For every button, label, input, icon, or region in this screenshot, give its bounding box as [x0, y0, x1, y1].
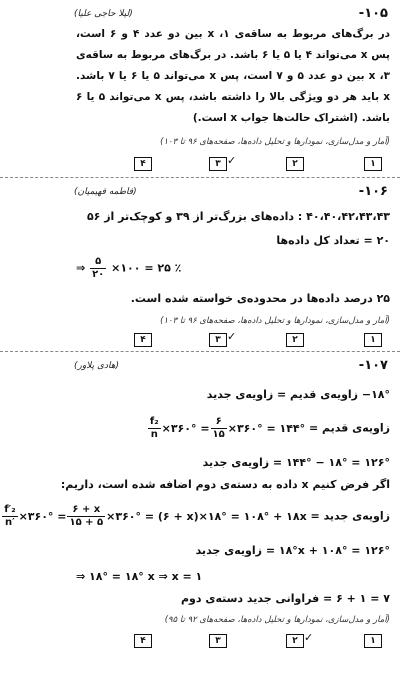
fraction	[148, 416, 161, 441]
answer-options	[76, 330, 386, 347]
numerator: ۵	[90, 256, 106, 269]
numerator: ۶	[211, 416, 227, 429]
option-4[interactable]: ۴	[134, 157, 152, 171]
lhs: زاویه‌ی جدید =	[310, 509, 390, 523]
question-number: -۱۰۷	[358, 358, 388, 373]
option-1[interactable]: ۱	[364, 157, 382, 171]
total-count-line: ۲۰ = تعداد کل داده‌ها	[276, 234, 390, 247]
rhs	[1, 504, 307, 528]
assumption-line: اگر فرض کنیم x داده به دسته‌ی دوم اضافه شده است، داریم:	[60, 478, 390, 491]
new-angle-equation	[4, 504, 390, 529]
option-1[interactable]: ۱	[364, 634, 382, 648]
percentage-equation	[76, 256, 181, 281]
result: ×۳۶۰° = (۶ + x)×۱۸° = ۱۰۸° + ۱۸x	[106, 509, 307, 523]
rhs	[147, 416, 306, 440]
old-angle-equation	[76, 416, 390, 441]
new-frequency-line: ۷ = ۱ + ۶ = فراوانی جدید دسته‌ی دوم	[180, 592, 390, 605]
result: ×۳۶۰° = ۱۴۴°	[227, 421, 306, 435]
denominator: ۱۵	[212, 429, 225, 440]
question-106	[0, 178, 400, 350]
numerator: f₂	[149, 416, 159, 427]
source-reference: (آمار و مدل‌سازی، نمودارها و تحلیل داده‌ها، صفحه‌های ۹۲ تا ۹۵)	[164, 615, 390, 625]
option-2[interactable]: ۲	[286, 333, 304, 347]
source-reference: (آمار و مدل‌سازی، نمودارها و تحلیل داده‌ها، صفحه‌های ۹۶ تا ۱۰۳)	[160, 137, 390, 147]
answer-options	[76, 631, 386, 648]
solution-x: ⇒ ۱۸° = ۱۸° x ⇒ x = ۱	[76, 570, 203, 583]
denominator: ۱۵ + ۵	[69, 517, 104, 528]
multiplier: ×۳۶۰° =	[18, 509, 67, 523]
correct-answer-check-icon: ✓	[227, 330, 237, 343]
answer-options	[76, 154, 386, 171]
data-values-line: ۴۰،۴۰،۴۲،۴۳،۴۳ : داده‌های بزرگ‌تر از ۳۹ و کوچک‌تر از ۵۶	[86, 210, 390, 223]
option-2[interactable]: ۲	[286, 634, 304, 648]
question-header	[0, 184, 400, 204]
question-number: -۱۰۵	[358, 6, 388, 21]
fraction	[2, 504, 17, 529]
option-3[interactable]: ۳	[209, 333, 227, 347]
new-angle-relation: ۱۸°− زاویه‌ی قدیم = زاویه‌ی جدید	[206, 388, 390, 401]
numerator: ۶ + x	[67, 504, 105, 517]
option-4[interactable]: ۴	[134, 634, 152, 648]
fraction	[211, 416, 227, 441]
fraction	[67, 504, 105, 529]
option-2[interactable]: ۲	[286, 157, 304, 171]
solve-equation: ۱۲۶° = ۱۰۸° + ۱۸°x = زاویه‌ی جدید	[195, 544, 390, 557]
correct-answer-check-icon: ✓	[304, 631, 314, 644]
source-reference: (آمار و مدل‌سازی، نمودارها و تحلیل داده‌ها، صفحه‌های ۹۶ تا ۱۰۳)	[160, 316, 390, 326]
equation-rest: ×۱۰۰ = ۲۵ ٪	[111, 261, 182, 275]
multiplier: ×۳۶۰° =	[161, 421, 210, 435]
question-107	[0, 352, 400, 681]
denominator: n′	[5, 517, 15, 528]
denominator: ۲۰	[92, 269, 105, 280]
question-number: -۱۰۶	[358, 184, 388, 199]
denominator: n	[150, 429, 158, 440]
correct-answer-check-icon: ✓	[227, 154, 237, 167]
author-name: (فاطمه فهیمیان)	[74, 187, 137, 197]
question-105	[0, 0, 400, 176]
option-3[interactable]: ۳	[209, 634, 227, 648]
author-name: (لیلا حاجی علیا)	[74, 9, 133, 19]
new-angle-value: ۱۲۶° = ۱۸° − ۱۴۴° = زاویه‌ی جدید	[202, 456, 390, 469]
fraction	[90, 256, 106, 281]
conclusion-line: ۲۵ درصد داده‌ها در محدوده‌ی خواسته شده است.	[130, 292, 390, 305]
option-3[interactable]: ۳	[209, 157, 227, 171]
author-name: (هادی پلاور)	[74, 361, 119, 371]
option-4[interactable]: ۴	[134, 333, 152, 347]
lhs: زاویه‌ی قدیم =	[308, 421, 390, 435]
question-header	[0, 6, 400, 26]
option-1[interactable]: ۱	[364, 333, 382, 347]
implies-symbol: ⇒	[76, 261, 86, 275]
solution-paragraph: در برگ‌های مربوط به ساقه‌ی ۱، x بین دو عدد ۴ و ۶ است، پس x می‌تواند ۴ یا ۵ یا ۶ باشد. در برگ‌های مربوط به ساقه‌ی ۳، x بین دو عدد ۵ و ۷ است، پس x می‌تواند ۵ یا ۶ یا ۷ باشد. x باید هر دو ویژگی بالا را داشته باشد، پس x می‌تواند ۵ یا ۶ باشد. (اشتراک حالت‌ها جواب x است.)	[76, 28, 391, 124]
question-header	[0, 358, 400, 378]
numerator: f′₂	[4, 504, 16, 515]
